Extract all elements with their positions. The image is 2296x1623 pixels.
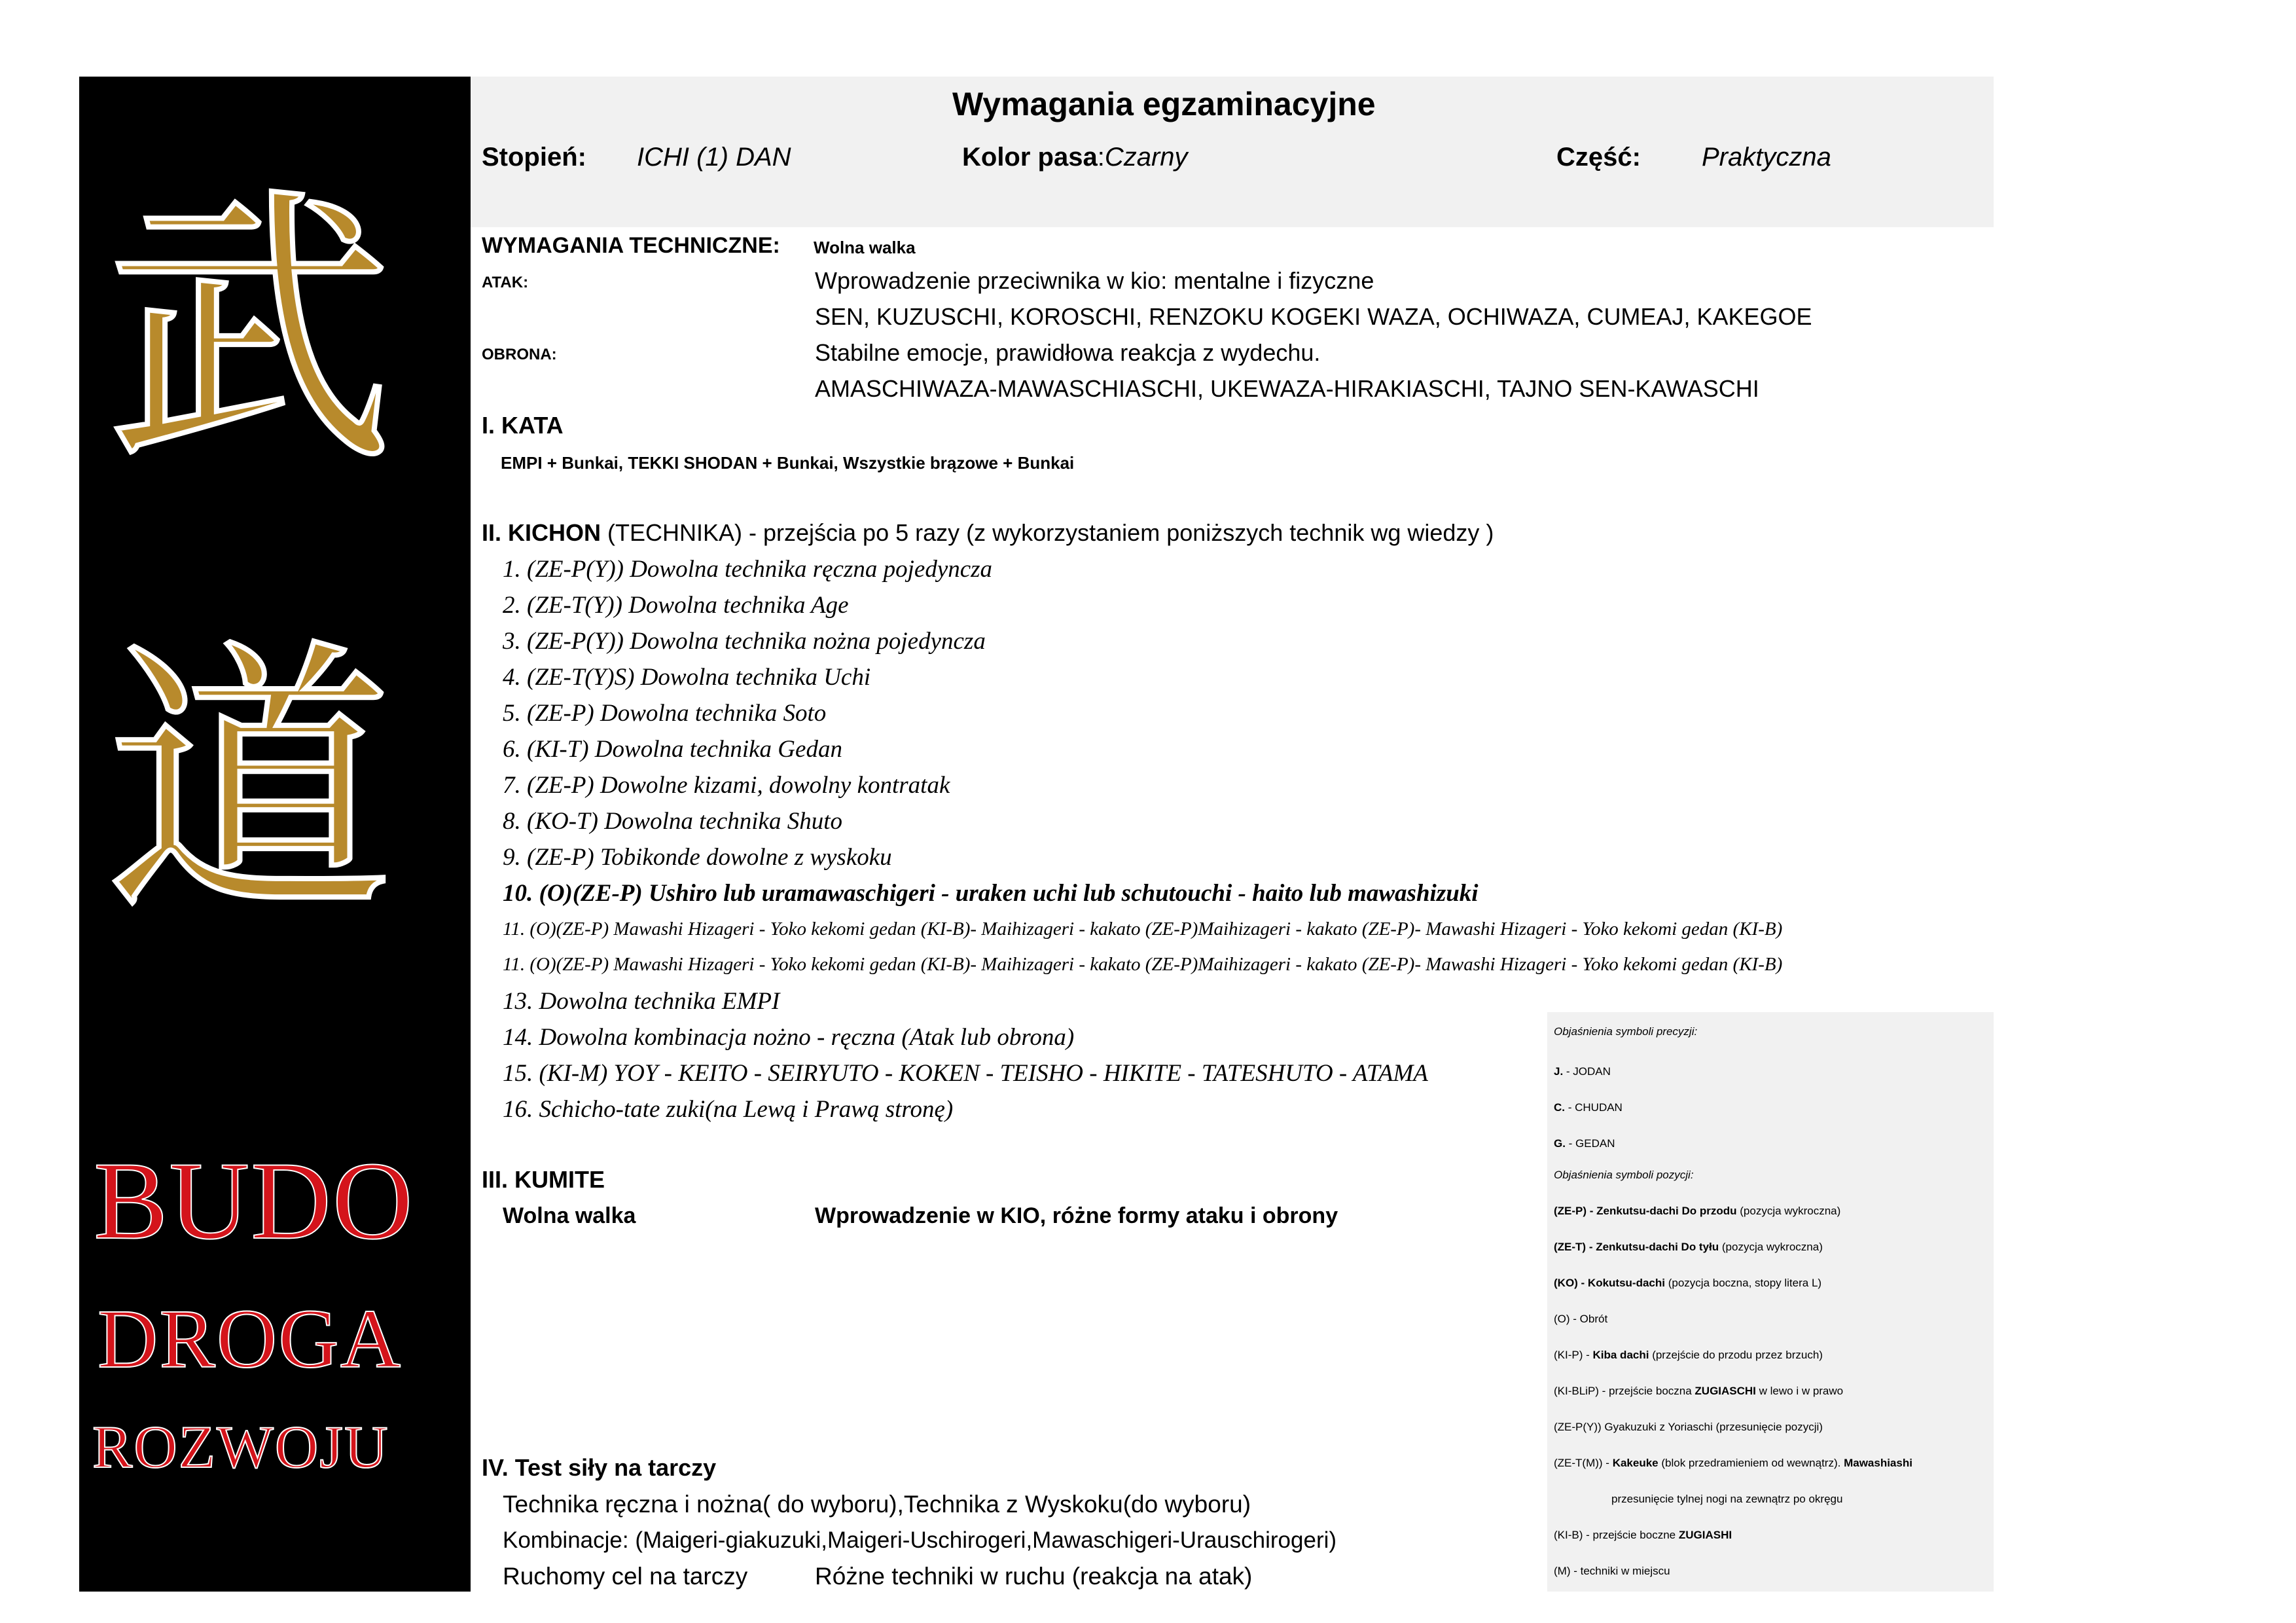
- kichon-item-13: 13. Dowolna technika EMPI: [503, 988, 780, 1015]
- legend-o: (O) - Obrót: [1554, 1313, 1608, 1325]
- attack-line-1: Wprowadzenie przeciwnika w kio: mentalne i fizyczne: [815, 267, 1374, 294]
- legend-kib-pre: (KI-B) - przejście boczne: [1554, 1529, 1679, 1541]
- kumite-heading: III. KUMITE: [482, 1166, 605, 1193]
- legend-zetm-line2: przesunięcie tylnej nogi na zewnątrz po okręgu: [1611, 1493, 1843, 1505]
- legend-chudan-code: C.: [1554, 1101, 1565, 1114]
- legend-heading-levels: Objaśnienia symboli precyzji:: [1554, 1025, 1698, 1038]
- legend-zepy: (ZE-P(Y)) Gyakuzuki z Yoriaschi (przesunięcie pozycji): [1554, 1421, 1823, 1433]
- defense-label: OBRONA:: [482, 346, 557, 363]
- legend-jodan-text: - JODAN: [1563, 1065, 1611, 1078]
- strength-line-3-text: Różne techniki w ruchu (reakcja na atak): [815, 1563, 1253, 1590]
- belt-value: Czarny: [1104, 143, 1188, 172]
- sidebar-word-rozwoju: ROZWOJU: [92, 1413, 389, 1480]
- grade-value: ICHI (1) DAN: [637, 143, 791, 172]
- sidebar-word-droga: DROGA: [98, 1292, 403, 1385]
- legend-gedan: [1554, 1137, 1615, 1150]
- kichon-item-14: 14. Dowolna kombinacja nożno - ręczna (Atak lub obrona): [503, 1024, 1075, 1051]
- legend-chudan: [1554, 1101, 1623, 1114]
- sidebar-banner: [79, 77, 471, 1592]
- defense-line-1: Stabilne emocje, prawidłowa reakcja z wydechu.: [815, 339, 1321, 366]
- belt-separator: :: [1097, 143, 1105, 172]
- kumite-text: Wprowadzenie w KIO, różne formy ataku i obrony: [815, 1203, 1338, 1228]
- page-title: Wymagania egzaminacyjne: [952, 86, 1376, 122]
- legend-gedan-code: G.: [1554, 1137, 1566, 1150]
- legend-zetm-pre: (ZE-T(M)) -: [1554, 1457, 1613, 1469]
- kichon-item-7: 7. (ZE-P) Dowolne kizami, dowolny kontratak: [503, 772, 950, 799]
- kichon-item-15: 15. (KI-M) YOY - KEITO - SEIRYUTO - KOKEN - TEISHO - HIKITE - TATESHUTO - ATAMA: [503, 1060, 1428, 1087]
- technical-heading: WYMAGANIA TECHNICZNE:: [482, 233, 780, 258]
- legend-zet-rest: (pozycja wykroczna): [1719, 1241, 1823, 1253]
- legend-ko: [1554, 1277, 1821, 1290]
- sidebar-word-budo: BUDO: [94, 1139, 414, 1262]
- legend-ko-rest: (pozycja boczna, stopy litera L): [1665, 1277, 1822, 1289]
- kichon-item-5: 5. (ZE-P) Dowolna technika Soto: [503, 700, 827, 727]
- kichon-item-9: 9. (ZE-P) Tobikonde dowolne z wyskoku: [503, 844, 892, 871]
- legend-kiblp: [1554, 1385, 1843, 1398]
- belt-field: [962, 143, 1188, 172]
- legend-kib-bold: ZUGIASHI: [1678, 1529, 1732, 1541]
- legend-zetm-bold2: Mawashiashi: [1844, 1457, 1912, 1469]
- legend-zetm: [1554, 1457, 1912, 1470]
- kichon-item-3: 3. (ZE-P(Y)) Dowolna technika nożna pojedyncza: [503, 628, 986, 655]
- legend-gedan-text: - GEDAN: [1565, 1137, 1615, 1150]
- legend-zep-bold: (ZE-P) - Zenkutsu-dachi Do przodu: [1554, 1205, 1737, 1217]
- kata-text: EMPI + Bunkai, TEKKI SHODAN + Bunkai, Wszystkie brązowe + Bunkai: [501, 453, 1075, 473]
- kanji-do: 道: [105, 616, 393, 951]
- legend-zet: [1554, 1241, 1823, 1254]
- legend-m: (M) - techniki w miejscu: [1554, 1565, 1670, 1577]
- strength-line-1: Technika ręczna i nożna( do wyboru),Technika z Wyskoku(do wyboru): [503, 1491, 1251, 1518]
- attack-label: ATAK:: [482, 274, 529, 291]
- kichon-item-1: 1. (ZE-P(Y)) Dowolna technika ręczna pojedyncza: [503, 556, 993, 583]
- attack-line-2: SEN, KUZUSCHI, KOROSCHI, RENZOKU KOGEKI WAZA, OCHIWAZA, CUMEAJ, KAKEGOE: [815, 303, 1812, 330]
- kichon-item-16: 16. Schicho-tate zuki(na Lewą i Prawą stronę): [503, 1096, 954, 1123]
- legend-zetm-bold: Kakeuke: [1612, 1457, 1659, 1469]
- legend-kip-rest: (przejście do przodu przez brzuch): [1649, 1349, 1823, 1361]
- belt-label: Kolor pasa: [962, 143, 1098, 172]
- legend-jodan-code: J.: [1554, 1065, 1564, 1078]
- legend-ko-bold: (KO) - Kokutsu-dachi: [1554, 1277, 1665, 1289]
- kanji-bu: 武: [105, 164, 393, 500]
- technical-subheading: Wolna walka: [814, 238, 916, 257]
- grade-label: Stopień:: [482, 143, 586, 172]
- strength-heading: IV. Test siły na tarczy: [482, 1454, 717, 1481]
- legend-kip: [1554, 1349, 1823, 1362]
- kichon-item-11b: 11. (O)(ZE-P) Mawashi Hizageri - Yoko kekomi gedan (KI-B)- Maihizageri - kakato (ZE-P)Maihizageri - kakato (ZE-P)- Mawashi Hizageri - Yoko kekomi gedan (KI-B): [503, 954, 1783, 975]
- legend-zep: [1554, 1205, 1840, 1218]
- strength-line-2: Kombinacje: (Maigeri-giakuzuki,Maigeri-Uschirogeri,Mawaschigeri-Urauschirogeri): [503, 1527, 1337, 1553]
- kata-heading: I. KATA: [482, 412, 564, 439]
- kichon-item-4: 4. (ZE-T(Y)S) Dowolna technika Uchi: [503, 664, 871, 691]
- part-value: Praktyczna: [1702, 143, 1831, 172]
- legend-kiblp-pre: (KI-BLiP) - przejście boczna: [1554, 1385, 1695, 1397]
- kumite-label: Wolna walka: [503, 1203, 636, 1228]
- legend-chudan-text: - CHUDAN: [1565, 1101, 1623, 1114]
- legend-kip-bold: Kiba dachi: [1592, 1349, 1649, 1361]
- kichon-item-11a: 11. (O)(ZE-P) Mawashi Hizageri - Yoko kekomi gedan (KI-B)- Maihizageri - kakato (ZE-P)Maihizageri - kakato (ZE-P)- Mawashi Hizageri - Yoko kekomi gedan (KI-B): [503, 919, 1783, 939]
- legend-kiblp-rest: w lewo i w prawo: [1755, 1385, 1844, 1397]
- kichon-heading-bold: II. KICHON: [482, 519, 601, 546]
- legend-jodan: [1554, 1065, 1611, 1078]
- legend-zep-rest: (pozycja wykroczna): [1736, 1205, 1841, 1217]
- kichon-item-10: 10. (O)(ZE-P) Ushiro lub uramawaschigeri - uraken uchi lub schutouchi - haito lub mawashizuki: [503, 880, 1479, 907]
- legend-zet-bold: (ZE-T) - Zenkutsu-dachi Do tyłu: [1554, 1241, 1719, 1253]
- kichon-item-8: 8. (KO-T) Dowolna technika Shuto: [503, 808, 842, 835]
- kichon-item-2: 2. (ZE-T(Y)) Dowolna technika Age: [503, 592, 849, 619]
- legend-kib: [1554, 1529, 1732, 1542]
- kichon-heading: [482, 519, 1494, 547]
- strength-line-3-label: Ruchomy cel na tarczy: [503, 1563, 748, 1590]
- part-label: Część:: [1556, 143, 1641, 172]
- kichon-item-6: 6. (KI-T) Dowolna technika Gedan: [503, 736, 842, 763]
- legend-zetm-mid: (blok przedramieniem od wewnątrz).: [1658, 1457, 1844, 1469]
- legend-kip-pre: (KI-P) -: [1554, 1349, 1593, 1361]
- legend-kiblp-bold: ZUGIASCHI: [1695, 1385, 1756, 1397]
- kichon-heading-rest: (TECHNIKA) - przejścia po 5 razy (z wykorzystaniem poniższych technik wg wiedzy ): [601, 519, 1494, 546]
- defense-line-2: AMASCHIWAZA-MAWASCHIASCHI, UKEWAZA-HIRAKIASCHI, TAJNO SEN-KAWASCHI: [815, 375, 1759, 402]
- legend-heading-positions: Objaśnienia symboli pozycji:: [1554, 1169, 1694, 1181]
